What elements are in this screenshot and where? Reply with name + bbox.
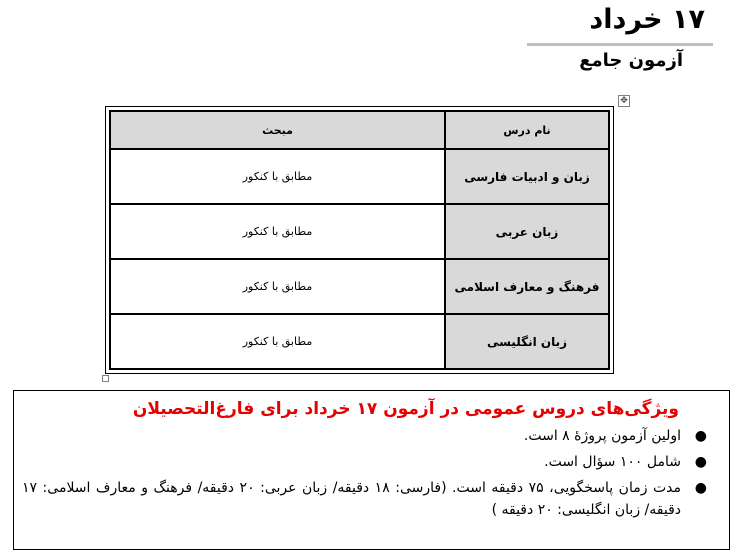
list-item-text: مدت زمان پاسخگویی، ۷۵ دقیقه است. (فارسی: ۱۸ دقیقه/ زبان عربی: ۲۰ دقیقه/ فرهنگ و معارف اسلامی: ۱۷ دقیقه/ زبان انگلیسی: ۲۰ دقیقه ) xyxy=(22,480,682,518)
table-row xyxy=(110,204,609,259)
subject-cell: زبان انگلیسی xyxy=(445,314,609,369)
features-title: ویژگی‌های دروس عمومی در آزمون ۱۷ خرداد برای فارغ‌التحصیلان xyxy=(132,399,679,419)
list-item-text: شامل ۱۰۰ سؤال است. xyxy=(544,454,681,470)
bullet-icon: ● xyxy=(694,428,707,444)
lessons-table-frame xyxy=(105,106,614,374)
list-item xyxy=(22,477,707,521)
topic-cell: مطابق با کنکور xyxy=(110,259,445,314)
features-box xyxy=(13,390,730,550)
list-item xyxy=(22,451,707,473)
column-header-subject: نام درس xyxy=(445,111,609,149)
topic-cell: مطابق با کنکور xyxy=(110,149,445,204)
subject-cell: فرهنگ و معارف اسلامی xyxy=(445,259,609,314)
table-row xyxy=(110,314,609,369)
table-resize-handle[interactable] xyxy=(102,375,109,382)
table-move-handle-icon[interactable]: ✥ xyxy=(618,95,630,107)
column-header-topic: مبحث xyxy=(110,111,445,149)
header-divider xyxy=(527,43,713,46)
bullet-icon: ● xyxy=(694,480,707,496)
subject-cell: زبان عربی xyxy=(445,204,609,259)
bullet-icon: ● xyxy=(694,454,707,470)
list-item xyxy=(22,425,707,447)
topic-cell: مطابق با کنکور xyxy=(110,204,445,259)
table-header-row xyxy=(110,111,609,149)
topic-cell: مطابق با کنکور xyxy=(110,314,445,369)
features-list xyxy=(22,425,719,521)
header-subtitle: آزمون جامع xyxy=(579,50,683,71)
table-row xyxy=(110,259,609,314)
table-row xyxy=(110,149,609,204)
subject-cell: زبان و ادبیات فارسی xyxy=(445,149,609,204)
header-date: ۱۷ خرداد xyxy=(589,4,705,35)
list-item-text: اولین آزمون پروژۀ ۸ است. xyxy=(523,428,681,444)
lessons-table xyxy=(109,110,610,370)
